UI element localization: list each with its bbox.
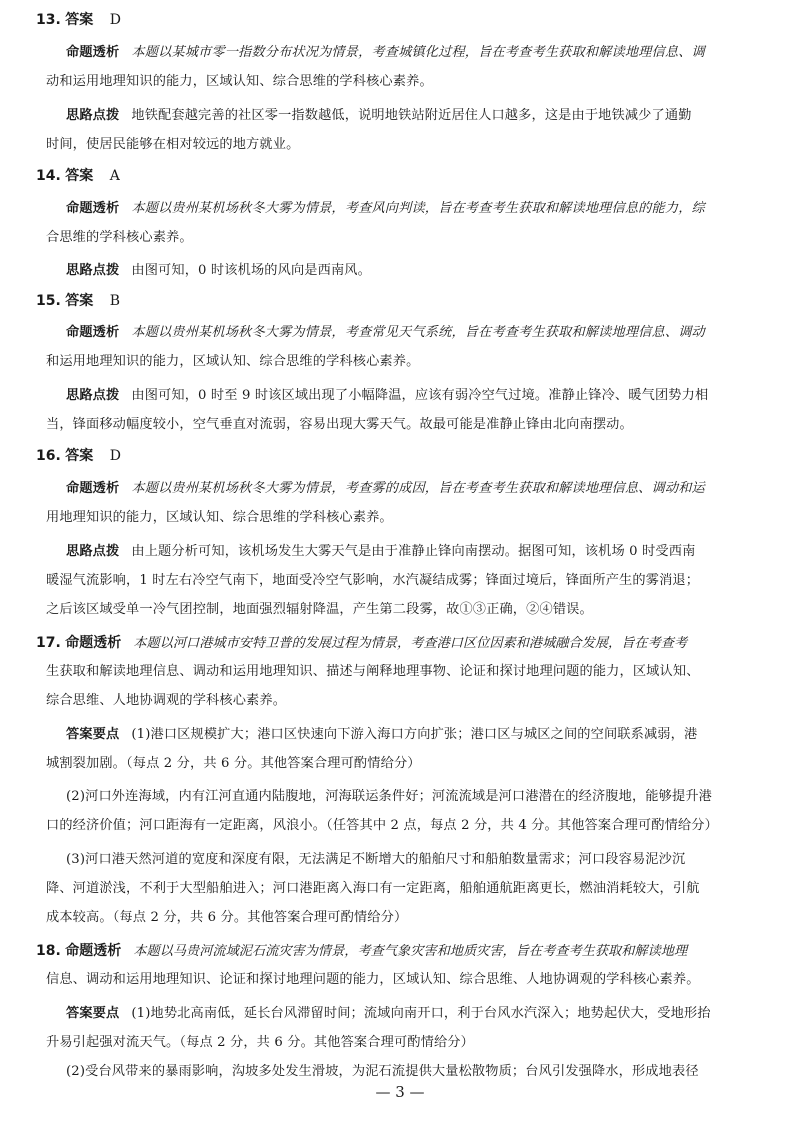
- q16-hint-line: 暖湿气流影响，1 时左右冷空气南下，地面受冷空气影响，水汽凝结成雾；锋面过境后，锋面所产生的雾消退；: [46, 573, 700, 588]
- q16-number: 16.: [36, 448, 61, 464]
- q16-hint-line: 思路点拨 由上题分析可知，该机场发生大雾天气是由于准静止锋向南摆动。据图可知，该机场 0 时受西南: [66, 544, 696, 559]
- q17-analysis-label: 命题透析: [65, 635, 122, 651]
- q18-analysis-line: 本题以马贵河流域泥石流灾害为情景，考查气象灾害和地质灾害，旨在考查考生获取和解读地理: [133, 944, 688, 959]
- q17-key-line: 成本较高。（每点 2 分，共 6 分。其他答案合理可酌情给分）: [46, 910, 408, 925]
- q18-header: [36, 941, 687, 962]
- q15-number: 15.: [36, 293, 61, 309]
- q13-analysis-line: 命题透析 本题以某城市零一指数分布状况为情景，考查城镇化过程，旨在考查考生获取和解读地理信息、调: [66, 45, 705, 60]
- q17-number: 17.: [36, 635, 61, 651]
- q13-hint-label: 思路点拨: [66, 108, 120, 123]
- q15-header: [36, 291, 120, 311]
- q17-analysis-line: 本题以河口港城市安特卫普的发展过程为情景，考查港口区位因素和港城融合发展，旨在考查考: [133, 636, 688, 651]
- q14-analysis-label: 命题透析: [66, 201, 120, 216]
- q13-hint-line: 时间，使居民能够在相对较远的地方就业。: [46, 137, 300, 152]
- q16-analysis-line: 命题透析 本题以贵州某机场秋冬大雾为情景，考查雾的成因，旨在考查考生获取和解读地理信息、调动和运: [66, 481, 705, 496]
- q17-header: [36, 633, 687, 654]
- q18-analysis-label: 命题透析: [65, 943, 122, 959]
- q15-answer-label: 答案: [65, 293, 94, 309]
- q17-key-line: 答案要点 (1)港口区规模扩大；港口区快速向下游入海口方向扩张；港口区与城区之间的空间联系减弱，港: [66, 727, 698, 742]
- q18-key-line: (2)受台风带来的暴雨影响，沟坡多处发生滑坡，为泥石流提供大量松散物质；台风引发强降水，形成地表径: [66, 1064, 699, 1079]
- q13-number: 13.: [36, 12, 61, 28]
- page-number: — 3 —: [375, 1083, 425, 1101]
- q15-analysis-line: 和运用地理知识的能力，区域认知、综合思维的学科核心素养。: [46, 354, 420, 369]
- q16-hint-line: 之后该区域受单一冷气团控制，地面强烈辐射降温，产生第二段雾，故①③正确，②④错误。: [46, 602, 593, 617]
- q13-analysis-label: 命题透析: [66, 45, 120, 60]
- q13-header: [36, 10, 121, 30]
- q15-hint-line: 当，锋面移动幅度较小，空气垂直对流弱，容易出现大雾天气。故最可能是准静止锋由北向南摆动。: [46, 417, 633, 432]
- q17-key-label: 答案要点: [66, 727, 120, 742]
- q14-answer-label: 答案: [65, 168, 94, 184]
- q14-hint-line: 思路点拨 由图可知，0 时该机场的风向是西南风。: [66, 263, 371, 278]
- q13-analysis-line: 动和运用地理知识的能力，区域认知、综合思维的学科核心素养。: [46, 74, 433, 89]
- q14-number: 14.: [36, 168, 61, 184]
- q17-key-line: 降、河道淤浅，不利于大型船舶进入；河口港距离入海口有一定距离，船舶通航距离更长，燃油消耗较大，引航: [46, 881, 700, 896]
- q16-header: [36, 446, 121, 466]
- q18-number: 18.: [36, 943, 61, 959]
- q13-answer: D: [109, 12, 121, 28]
- q15-hint-label: 思路点拨: [66, 388, 120, 403]
- q14-analysis-line: 命题透析 本题以贵州某机场秋冬大雾为情景，考查风向判读，旨在考查考生获取和解读地理信息的能力，综: [66, 201, 705, 216]
- q17-key-line: (2)河口外连海域，内有江河直通内陆腹地，河海联运条件好；河流流域是河口港潜在的经济腹地，能够提升港: [66, 789, 712, 804]
- q17-key-line: (3)河口港天然河道的宽度和深度有限，无法满足不断增大的船舶尺寸和船舶数量需求；河口段容易泥沙沉: [66, 852, 686, 867]
- q18-key-label: 答案要点: [66, 1006, 120, 1021]
- q18-key-line: 升易引起强对流天气。（每点 2 分，共 6 分。其他答案合理可酌情给分）: [46, 1035, 474, 1050]
- q13-hint-line: 思路点拨 地铁配套越完善的社区零一指数越低，说明地铁站附近居住人口越多，这是由于地铁减少了通勤: [66, 108, 692, 123]
- q15-analysis-line: 命题透析 本题以贵州某机场秋冬大雾为情景，考查常见天气系统，旨在考查考生获取和解读地理信息、调动: [66, 325, 705, 340]
- q15-answer: B: [109, 293, 121, 309]
- q14-header: [36, 166, 120, 186]
- q16-answer-label: 答案: [65, 448, 94, 464]
- q14-analysis-line: 合思维的学科核心素养。: [46, 230, 193, 245]
- q15-analysis-label: 命题透析: [66, 325, 120, 340]
- q17-analysis-line: 综合思维、人地协调观的学科核心素养。: [46, 693, 287, 708]
- q13-answer-label: 答案: [65, 12, 94, 28]
- q17-key-line: 口的经济价值；河口距海有一定距离，风浪小。（任答其中 2 点，每点 2 分，共 4 分。其他答案合理可酌情给分）: [46, 818, 718, 833]
- q15-hint-line: 思路点拨 由图可知，0 时至 9 时该区域出现了小幅降温，应该有弱冷空气过境。准静止锋冷、暖气团势力相: [66, 388, 709, 403]
- q14-hint-label: 思路点拨: [66, 263, 120, 278]
- q16-analysis-label: 命题透析: [66, 481, 120, 496]
- q18-analysis-line: 信息、调动和运用地理知识、论证和探讨地理问题的能力，区域认知、综合思维、人地协调观的学科核心素养。: [46, 972, 700, 987]
- q17-key-line: 城割裂加剧。（每点 2 分，共 6 分。其他答案合理可酌情给分）: [46, 756, 421, 771]
- q16-answer: D: [109, 448, 121, 464]
- q17-analysis-line: 生获取和解读地理信息、调动和运用地理知识、描述与阐释地理事物、论证和探讨地理问题的能力，区域认知、: [46, 664, 700, 679]
- q18-key-line: 答案要点 (1)地势北高南低，延长台风滞留时间；流域向南开口，利于台风水汽深入；地势起伏大，受地形抬: [66, 1006, 711, 1021]
- q14-answer: A: [109, 168, 120, 184]
- q16-hint-label: 思路点拨: [66, 544, 120, 559]
- q16-analysis-line: 用地理知识的能力，区域认知、综合思维的学科核心素养。: [46, 510, 393, 525]
